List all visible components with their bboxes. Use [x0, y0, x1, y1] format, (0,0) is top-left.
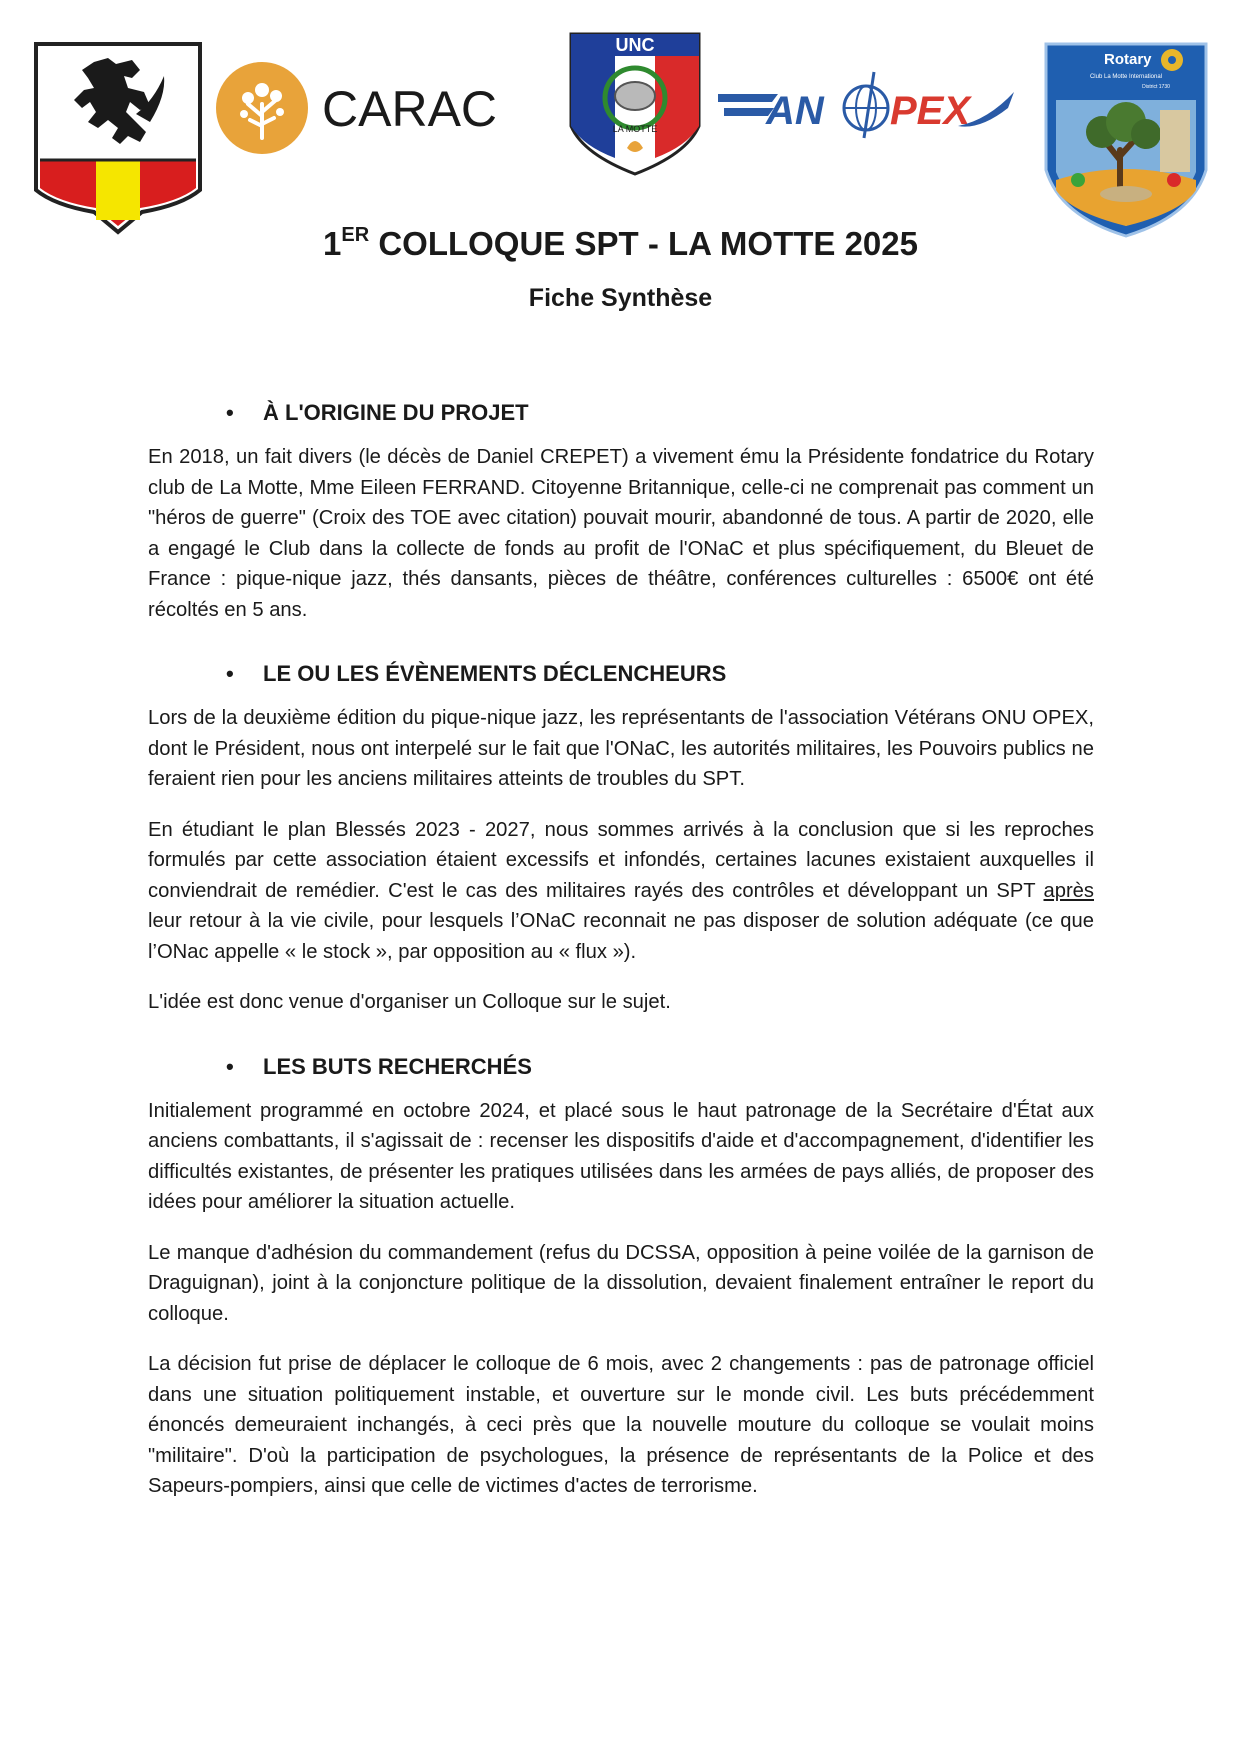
title-main-text: COLLOQUE SPT - LA MOTTE 2025 [369, 225, 918, 262]
paragraph: Initialement programmé en octobre 2024, et placé sous le haut patronage de la Secrétaire d'État aux anciens combattants, il s'agissait de : recenser les dispositifs d'aide et d'accompagnement, d'identifier les difficultés existantes, de présenter les pratiques utilisées dans les armées de pays alliés, de proposer des idées pour améliorer la situation actuelle. [148, 1099, 1094, 1213]
rotary-logo-line1: Club La Motte International [1089, 74, 1163, 80]
bullet-icon: • [226, 661, 234, 686]
anopex-logo-text-pex: PEX [890, 89, 971, 133]
section-heading-text: LE OU LES ÉVÈNEMENTS DÉCLENCHEURS [263, 661, 727, 686]
section-heading [148, 659, 1094, 689]
carac-logo [214, 60, 544, 156]
rotary-club-logo [1042, 40, 1210, 240]
wolf-shield-icon [32, 40, 204, 236]
underlined-text: après [1043, 879, 1094, 902]
paragraph: Le manque d'adhésion du commandement (refus du DCSSA, opposition à peine voilée de la garnison de Draguignan), joint à la conjoncture politique de la dissolution, devaient finalement entraîner le report du colloque. [148, 1241, 1094, 1325]
title-number: 1 [323, 225, 342, 262]
unc-logo-text: UNC [615, 35, 655, 55]
section-triggering-events [148, 659, 1094, 1018]
unc-la-motte-logo [567, 30, 703, 178]
paragraph-text: leur retour à la vie civile, pour lesquels l’ONaC reconnait ne pas disposer de solution adéquate (ce que l’ONac appelle « le stock », par opposition au « flux »). [148, 910, 1094, 963]
paragraph: Lors de la deuxième édition du pique-nique jazz, les représentants de l'association Vétérans ONU OPEX, dont le Président, nous ont interpelé sur le fait que l'ONaC, les autorités militaires, les Pouvoirs publics ne feraient rien pour les anciens militaires atteints de troubles du SPT. [148, 707, 1094, 790]
section-heading [148, 398, 1094, 428]
section-heading-text: LES BUTS RECHERCHÉS [263, 1053, 532, 1079]
document-body [148, 398, 1094, 1522]
section-heading-text: À L'ORIGINE DU PROJET [263, 400, 529, 425]
paragraph: La décision fut prise de déplacer le colloque de 6 mois, avec 2 changements : pas de patronage officiel dans une situation politiquement instable, et ouverture sur le monde civil. Les buts précédemment énoncés demeuraient inchangés, à ceci près que la nouvelle mouture du colloque se voulait moins "militaire". D'où la participation de psychologues, la présence de représentants de la Police et des Sapeurs-pompiers, ainsi que celle de victimes d'actes de terrorisme. [148, 1353, 1094, 1497]
document-subtitle: Fiche Synthèse [528, 284, 713, 312]
section-goals [148, 1052, 1094, 1502]
la-motte-coat-of-arms-logo [32, 40, 204, 236]
paragraph [148, 815, 1094, 968]
unc-logo-subtext: LA MOTTE [612, 124, 658, 134]
unc-shield-icon [567, 30, 703, 178]
rotary-logo-line2: District 1730 [1142, 84, 1170, 90]
rotary-logo-title: Rotary [1104, 51, 1152, 68]
carac-logo-text: CARAC [322, 81, 498, 137]
paragraph: En 2018, un fait divers (le décès de Daniel CREPET) a vivement ému la Présidente fondatrice du Rotary club de La Motte, Mme Eileen FERRAND. Citoyenne Britannique, celle-ci ne comprenait pas comment un "héros de guerre" (Croix des TOE avec citation) pouvait mourir, abandonné de tous. A partir de 2020, elle a engagé le Club dans la collecte de fonds au profit de l'ONaC et plus spécifiquement, du Bleuet de France : pique-nique jazz, thés dansants, pièces de théâtre, conférences culturelles : 6500€ ont été récoltés en 5 ans. [148, 446, 1094, 621]
anopex-logo [718, 68, 1016, 144]
bullet-icon: • [226, 400, 234, 425]
rotary-shield-icon [1042, 40, 1210, 240]
anopex-logo-text-an: AN [766, 89, 824, 133]
section-heading [148, 1052, 1094, 1082]
anopex-globe-logo-icon [718, 68, 1016, 144]
section-origin [148, 398, 1094, 625]
title-superscript: ER [341, 224, 370, 246]
document-title [0, 224, 1241, 263]
paragraph: L'idée est donc venue d'organiser un Colloque sur le sujet. [148, 991, 671, 1013]
paragraph-text: En étudiant le plan Blessés 2023 - 2027, nous sommes arrivés à la conclusion que si les reproches formulés par cette association étaient excessifs et infondés, certaines lacunes existaient auxquelles il conviendrait de remédier. C'est le cas des militaires rayés des contrôles et développant un SPT [148, 818, 1094, 902]
bullet-icon: • [226, 1053, 234, 1079]
carac-tree-logo-icon [214, 60, 544, 156]
